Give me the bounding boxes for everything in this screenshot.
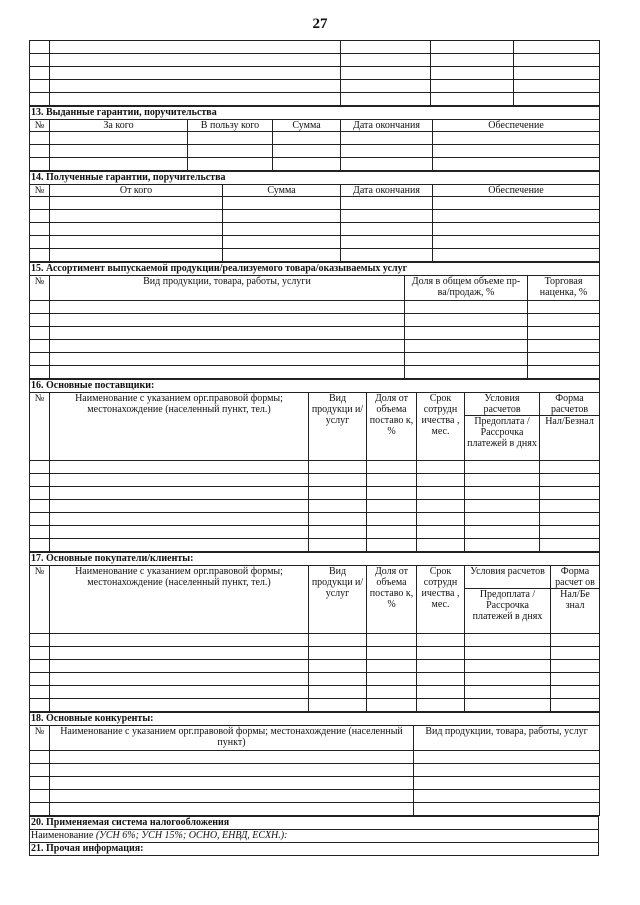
col-product-type: Вид продукции, товара, работы, услуг [414, 726, 600, 751]
col-product-type: Вид продукци и/услуг [309, 566, 367, 634]
col-product-type: Вид продукции, товара, работы, услуги [50, 276, 405, 301]
col-number: № [30, 566, 50, 634]
col-amount: Сумма [223, 185, 341, 197]
continued-table [29, 40, 600, 106]
section-13-issued-guarantees [29, 106, 600, 171]
section-14-title: 14. Полученные гарантии, поручительства [30, 172, 600, 185]
col-product-type: Вид продукци и/услуг [309, 393, 367, 461]
section-13-title: 13. Выданные гарантии, поручительства [30, 107, 600, 120]
col-markup: Торговая наценка, % [528, 276, 600, 301]
tax-system-label: Наименование [31, 830, 94, 841]
questionnaire-form [29, 40, 599, 856]
col-cooperation-term: Срок сотрудн ичества , мес. [417, 566, 465, 634]
page-number: 27 [312, 16, 328, 32]
col-name-location: Наименование с указанием орг.правовой формы; местонахождение (населенный пункт, тел.) [50, 566, 309, 634]
col-payment-form: Форма расчетов [540, 393, 600, 416]
col-supply-share: Доля от объема поставо к, % [367, 566, 417, 634]
section-18-competitors [29, 712, 600, 816]
section-15-title: 15. Ассортимент выпускаемой продукции/реализуемого товара/оказываемых услуг [30, 263, 600, 276]
col-security: Обеспечение [433, 185, 600, 197]
section-15-assortment [29, 262, 600, 379]
subcol-prepayment: Предоплата / Рассрочка платежей в днях [465, 589, 551, 634]
section-17-customers [29, 552, 600, 712]
col-end-date: Дата окончания [341, 120, 433, 132]
col-number: № [30, 393, 50, 461]
tax-system-field [30, 830, 599, 843]
col-name-location: Наименование с указанием орг.правовой формы; местонахождение (населенный пункт) [50, 726, 414, 751]
col-number: № [30, 120, 50, 132]
col-payment-terms: Условия расчетов [465, 566, 551, 589]
section-21-title: 21. Прочая информация: [30, 843, 599, 856]
subcol-prepayment: Предоплата / Рассрочка платежей в днях [465, 416, 540, 461]
section-20-title: 20. Применяемая система налогообложения [30, 817, 599, 830]
col-number: № [30, 185, 50, 197]
subcol-cash-noncash: Нал/Безнал [540, 416, 600, 461]
col-cooperation-term: Срок сотрудн ичества , мес. [417, 393, 465, 461]
col-share: Доля в общем объеме пр-ва/продаж, % [405, 276, 528, 301]
col-number: № [30, 276, 50, 301]
section-14-received-guarantees [29, 171, 600, 262]
section-20-21 [29, 816, 599, 856]
col-payment-form: Форма расчет ов [551, 566, 600, 589]
col-name-location: Наименование с указанием орг.правовой формы; местонахождение (населенный пункт, тел.) [50, 393, 309, 461]
col-for-whom: За кого [50, 120, 188, 132]
col-in-favor-of: В пользу кого [188, 120, 273, 132]
col-from-whom: От кого [50, 185, 223, 197]
col-amount: Сумма [273, 120, 341, 132]
tax-system-note: (УСН 6%; УСН 15%; ОСНО, ЕНВД, ЕСХН.): [95, 830, 288, 841]
col-supply-share: Доля от объема поставо к, % [367, 393, 417, 461]
section-16-suppliers [29, 379, 600, 552]
section-17-title: 17. Основные покупатели/клиенты: [30, 553, 600, 566]
col-end-date: Дата окончания [341, 185, 433, 197]
subcol-cash-noncash: Нал/Бе знал [551, 589, 600, 634]
section-16-title: 16. Основные поставщики: [30, 380, 600, 393]
col-number: № [30, 726, 50, 751]
col-payment-terms: Условия расчетов [465, 393, 540, 416]
col-security: Обеспечение [433, 120, 600, 132]
section-18-title: 18. Основные конкуренты: [30, 713, 600, 726]
